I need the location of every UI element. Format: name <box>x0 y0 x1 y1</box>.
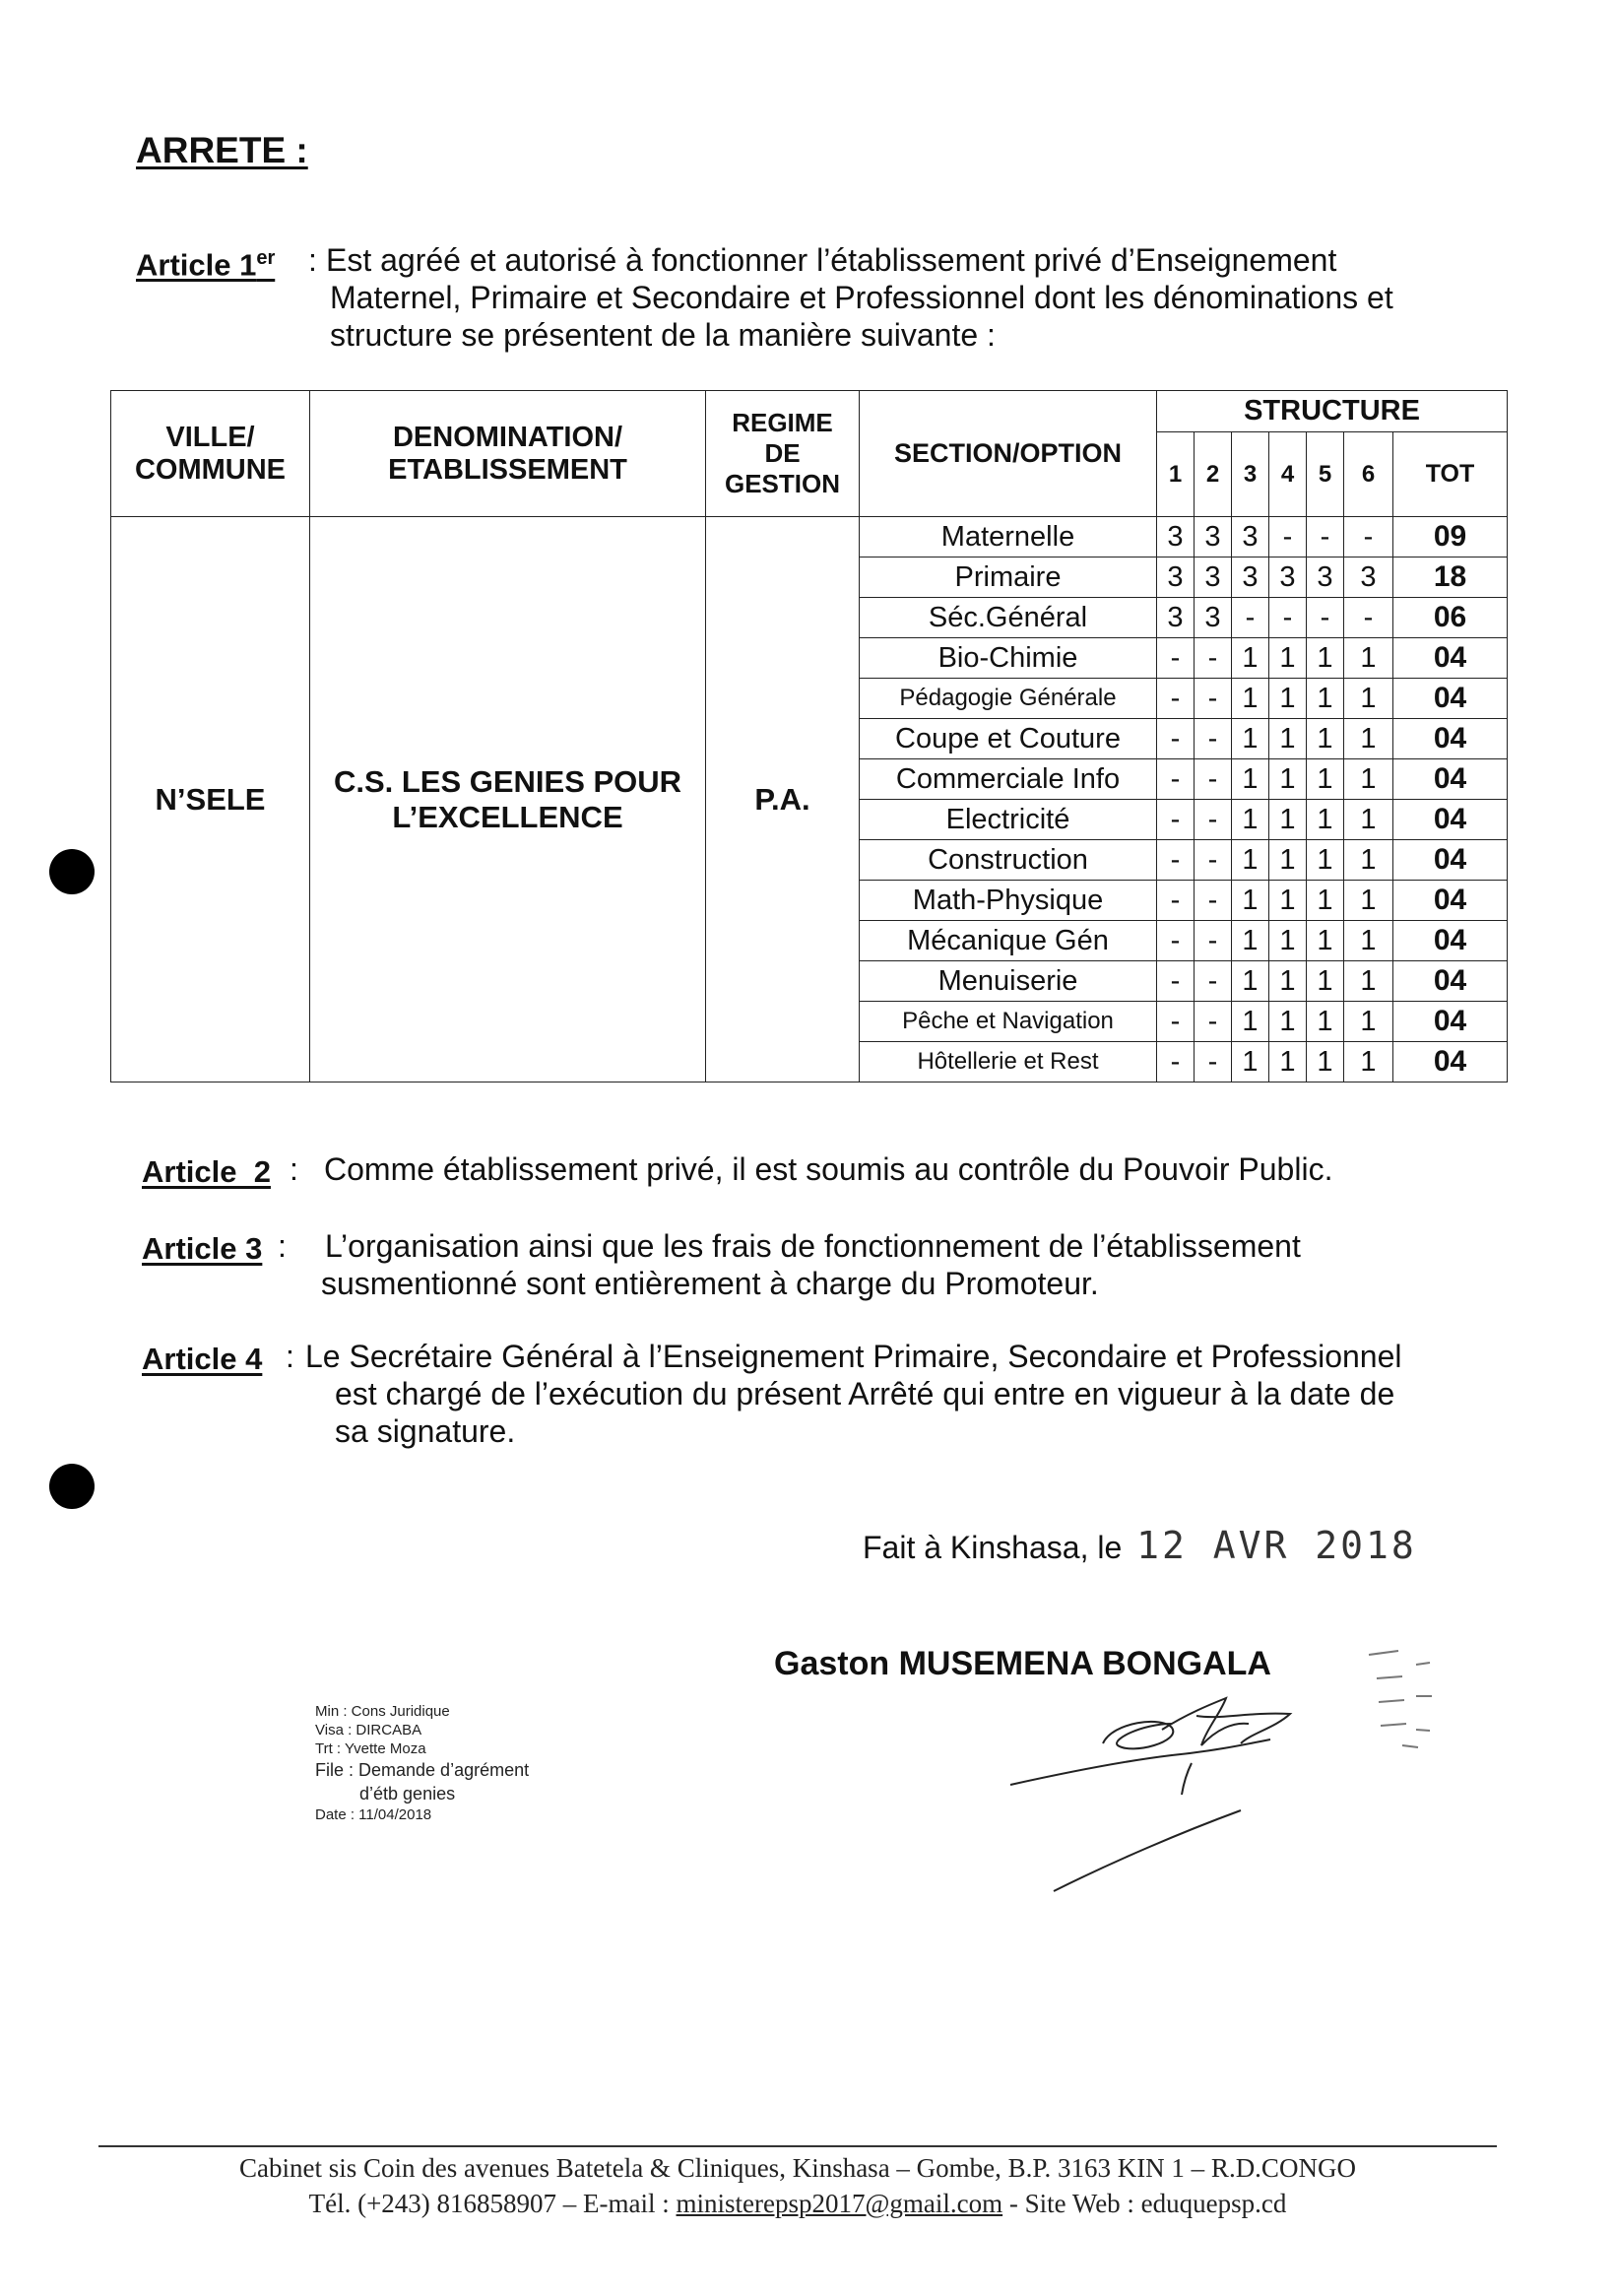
structure-table <box>110 390 1508 1082</box>
total-cell: 04 <box>1393 719 1508 759</box>
article-3-colon: : <box>278 1228 287 1264</box>
scan-punch-hole-bottom <box>49 1464 95 1509</box>
table-header-row <box>111 391 1508 432</box>
header-ville-line: COMMUNE <box>134 453 287 486</box>
footer-address: Cabinet sis Coin des avenues Batetela & Cliniques, Kinshasa – Gombe, B.P. 3163 KIN 1 – R.D.CONGO <box>239 2153 1356 2183</box>
structure-cell-6: 1 <box>1344 840 1393 881</box>
header-regime-line: REGIME <box>732 408 833 437</box>
structure-cell-3: 3 <box>1232 517 1269 558</box>
footer-contact <box>98 2189 1497 2219</box>
structure-cell-6: 1 <box>1344 679 1393 719</box>
structure-cell-6: 1 <box>1344 961 1393 1002</box>
structure-cell-1: - <box>1157 800 1195 840</box>
structure-cell-1: - <box>1157 638 1195 679</box>
total-cell: 04 <box>1393 961 1508 1002</box>
meta-line: d’étb genies <box>315 1784 456 1804</box>
article-3-line: susmentionné sont entièrement à charge du Promoteur. <box>321 1266 1099 1301</box>
article-4-colon: : <box>286 1339 294 1374</box>
structure-cell-4: 1 <box>1269 719 1307 759</box>
header-denomination <box>310 391 706 517</box>
structure-cell-2: - <box>1195 840 1232 881</box>
section-cell: Pédagogie Générale <box>860 679 1157 719</box>
structure-cell-6: - <box>1344 598 1393 638</box>
article-3-line: L’organisation ainsi que les frais de fonctionnement de l’établissement <box>325 1228 1301 1264</box>
structure-cell-4: 1 <box>1269 961 1307 1002</box>
structure-cell-4: 1 <box>1269 881 1307 921</box>
structure-cell-5: - <box>1307 517 1344 558</box>
structure-cell-2: 3 <box>1195 558 1232 598</box>
total-cell: 04 <box>1393 800 1508 840</box>
section-cell: Math-Physique <box>860 881 1157 921</box>
structure-cell-5: 1 <box>1307 961 1344 1002</box>
article-4-text <box>305 1338 1615 1450</box>
header-col-5: 5 <box>1307 432 1344 517</box>
footer-contact-prefix: Tél. (+243) 816858907 – E-mail : <box>308 2189 677 2218</box>
article-4-line: sa signature. <box>335 1413 516 1449</box>
structure-cell-6: 1 <box>1344 1002 1393 1042</box>
structure-cell-3: 1 <box>1232 1042 1269 1082</box>
structure-cell-5: 3 <box>1307 558 1344 598</box>
structure-cell-4: 1 <box>1269 759 1307 800</box>
structure-cell-2: 3 <box>1195 598 1232 638</box>
header-denomination-line: DENOMINATION/ <box>392 421 623 453</box>
section-cell: Hôtellerie et Rest <box>860 1042 1157 1082</box>
total-cell: 04 <box>1393 1002 1508 1042</box>
structure-cell-6: 1 <box>1344 759 1393 800</box>
header-regime-line: DE <box>764 438 801 468</box>
structure-cell-2: - <box>1195 759 1232 800</box>
structure-cell-4: 1 <box>1269 800 1307 840</box>
article-1-line: Est agréé et autorisé à fonctionner l’établissement privé d’Enseignement <box>326 242 1337 278</box>
structure-cell-4: 1 <box>1269 638 1307 679</box>
structure-cell-5: 1 <box>1307 1042 1344 1082</box>
meta-line: Date : 11/04/2018 <box>315 1806 432 1823</box>
structure-cell-3: 1 <box>1232 719 1269 759</box>
meta-line: Visa : DIRCABA <box>315 1722 422 1738</box>
footer-contact-suffix: - Site Web : eduquepsp.cd <box>1002 2189 1287 2218</box>
structure-cell-6: - <box>1344 517 1393 558</box>
header-ville <box>111 391 310 517</box>
header-structure: STRUCTURE <box>1157 391 1508 432</box>
structure-cell-3: 1 <box>1232 1002 1269 1042</box>
structure-cell-1: - <box>1157 679 1195 719</box>
meta-line: Trt : Yvette Moza <box>315 1740 426 1757</box>
structure-cell-2: - <box>1195 679 1232 719</box>
handwritten-signature <box>1004 1694 1329 1921</box>
structure-cell-2: - <box>1195 881 1232 921</box>
structure-cell-3: - <box>1232 598 1269 638</box>
article-1-line: structure se présentent de la manière suivante : <box>330 317 996 353</box>
structure-cell-3: 1 <box>1232 921 1269 961</box>
header-col-6: 6 <box>1344 432 1393 517</box>
document-meta <box>315 1702 529 1824</box>
section-cell: Séc.Général <box>860 598 1157 638</box>
article-2-colon: : <box>290 1151 298 1187</box>
meta-line: Min : Cons Juridique <box>315 1703 450 1720</box>
place-date-text: Fait à Kinshasa, le <box>863 1530 1123 1565</box>
structure-cell-3: 1 <box>1232 961 1269 1002</box>
place-date <box>863 1524 1417 1567</box>
structure-cell-6: 3 <box>1344 558 1393 598</box>
article-4-label: Article 4 <box>142 1342 263 1376</box>
section-cell: Primaire <box>860 558 1157 598</box>
article-2-text <box>324 1150 1506 1188</box>
table-row <box>111 517 1508 558</box>
structure-cell-1: - <box>1157 881 1195 921</box>
header-col-2: 2 <box>1195 432 1232 517</box>
page-title: ARRETE : <box>136 130 308 170</box>
structure-cell-1: - <box>1157 961 1195 1002</box>
total-cell: 06 <box>1393 598 1508 638</box>
structure-cell-4: 1 <box>1269 679 1307 719</box>
header-regime <box>706 391 860 517</box>
structure-cell-1: - <box>1157 719 1195 759</box>
total-cell: 04 <box>1393 759 1508 800</box>
article-1-text <box>326 241 1537 354</box>
structure-cell-5: 1 <box>1307 679 1344 719</box>
total-cell: 04 <box>1393 881 1508 921</box>
structure-cell-5: 1 <box>1307 921 1344 961</box>
structure-cell-2: - <box>1195 1002 1232 1042</box>
structure-cell-1: 3 <box>1157 598 1195 638</box>
section-cell: Construction <box>860 840 1157 881</box>
structure-cell-1: - <box>1157 921 1195 961</box>
denomination-cell <box>310 517 706 1082</box>
article-1-line: Maternel, Primaire et Secondaire et Professionnel dont les dénominations et <box>330 280 1393 315</box>
section-cell: Bio-Chimie <box>860 638 1157 679</box>
structure-cell-6: 1 <box>1344 638 1393 679</box>
structure-cell-3: 1 <box>1232 840 1269 881</box>
structure-cell-5: 1 <box>1307 840 1344 881</box>
section-cell: Maternelle <box>860 517 1157 558</box>
article-2-line: Comme établissement privé, il est soumis au contrôle du Pouvoir Public. <box>324 1151 1333 1187</box>
structure-cell-2: - <box>1195 719 1232 759</box>
total-cell: 09 <box>1393 517 1508 558</box>
denomination-cell-line: L’EXCELLENCE <box>392 799 623 834</box>
structure-cell-4: - <box>1269 598 1307 638</box>
section-cell: Commerciale Info <box>860 759 1157 800</box>
stamp-fragment-graphic <box>1359 1635 1438 1763</box>
header-section: SECTION/OPTION <box>860 391 1157 517</box>
structure-cell-4: 3 <box>1269 558 1307 598</box>
structure-cell-1: - <box>1157 840 1195 881</box>
ville-cell: N’SELE <box>111 517 310 1082</box>
signatory-name: Gaston MUSEMENA BONGALA <box>774 1645 1271 1682</box>
structure-cell-2: - <box>1195 961 1232 1002</box>
section-cell: Electricité <box>860 800 1157 840</box>
article-4-line: est chargé de l’exécution du présent Arrêté qui entre en vigueur à la date de <box>335 1376 1395 1411</box>
structure-cell-1: 3 <box>1157 517 1195 558</box>
structure-cell-4: 1 <box>1269 1042 1307 1082</box>
structure-cell-5: 1 <box>1307 881 1344 921</box>
structure-cell-5: 1 <box>1307 800 1344 840</box>
structure-cell-1: - <box>1157 1042 1195 1082</box>
structure-cell-4: - <box>1269 517 1307 558</box>
structure-cell-2: - <box>1195 800 1232 840</box>
structure-cell-5: 1 <box>1307 638 1344 679</box>
scan-punch-hole-top <box>49 849 95 894</box>
structure-cell-5: 1 <box>1307 1002 1344 1042</box>
structure-cell-2: - <box>1195 921 1232 961</box>
denomination-cell-line: C.S. LES GENIES POUR <box>333 763 682 799</box>
structure-cell-3: 1 <box>1232 679 1269 719</box>
structure-cell-6: 1 <box>1344 881 1393 921</box>
structure-cell-1: - <box>1157 759 1195 800</box>
total-cell: 04 <box>1393 921 1508 961</box>
header-col-3: 3 <box>1232 432 1269 517</box>
header-col-4: 4 <box>1269 432 1307 517</box>
header-regime-line: GESTION <box>724 469 840 498</box>
total-cell: 04 <box>1393 638 1508 679</box>
article-3-text <box>321 1227 1503 1302</box>
article-3-label: Article 3 <box>142 1231 263 1266</box>
section-cell: Menuiserie <box>860 961 1157 1002</box>
structure-cell-6: 1 <box>1344 719 1393 759</box>
article-4-line: Le Secrétaire Général à l’Enseignement Primaire, Secondaire et Professionnel <box>305 1339 1402 1374</box>
header-col-1: 1 <box>1157 432 1195 517</box>
total-cell: 04 <box>1393 679 1508 719</box>
structure-cell-6: 1 <box>1344 1042 1393 1082</box>
section-cell: Coupe et Couture <box>860 719 1157 759</box>
article-1-label: Article 1er <box>136 247 276 283</box>
footer-divider <box>98 2145 1497 2147</box>
article-2-label: Article 2 <box>142 1154 271 1189</box>
date-stamp: 12 AVR 2018 <box>1136 1524 1417 1567</box>
structure-cell-6: 1 <box>1344 921 1393 961</box>
structure-cell-6: 1 <box>1344 800 1393 840</box>
structure-cell-2: 3 <box>1195 517 1232 558</box>
section-cell: Mécanique Gén <box>860 921 1157 961</box>
meta-line: File : Demande d’agrément <box>315 1760 530 1780</box>
structure-cell-3: 1 <box>1232 638 1269 679</box>
section-cell: Pêche et Navigation <box>860 1002 1157 1042</box>
structure-cell-3: 1 <box>1232 759 1269 800</box>
article-1-colon: : <box>308 242 317 278</box>
structure-cell-5: 1 <box>1307 759 1344 800</box>
structure-cell-1: - <box>1157 1002 1195 1042</box>
regime-cell: P.A. <box>706 517 860 1082</box>
structure-cell-2: - <box>1195 638 1232 679</box>
header-denomination-line: ETABLISSEMENT <box>388 453 627 486</box>
structure-cell-3: 1 <box>1232 881 1269 921</box>
header-ville-line: VILLE/ <box>165 421 255 453</box>
header-tot: TOT <box>1393 432 1508 517</box>
structure-cell-5: 1 <box>1307 719 1344 759</box>
structure-cell-2: - <box>1195 1042 1232 1082</box>
total-cell: 18 <box>1393 558 1508 598</box>
structure-cell-3: 3 <box>1232 558 1269 598</box>
structure-cell-4: 1 <box>1269 840 1307 881</box>
total-cell: 04 <box>1393 1042 1508 1082</box>
structure-cell-3: 1 <box>1232 800 1269 840</box>
footer-email-link[interactable]: ministerepsp2017@gmail.com <box>676 2189 1003 2218</box>
total-cell: 04 <box>1393 840 1508 881</box>
structure-cell-1: 3 <box>1157 558 1195 598</box>
structure-cell-5: - <box>1307 598 1344 638</box>
structure-cell-4: 1 <box>1269 921 1307 961</box>
structure-cell-4: 1 <box>1269 1002 1307 1042</box>
